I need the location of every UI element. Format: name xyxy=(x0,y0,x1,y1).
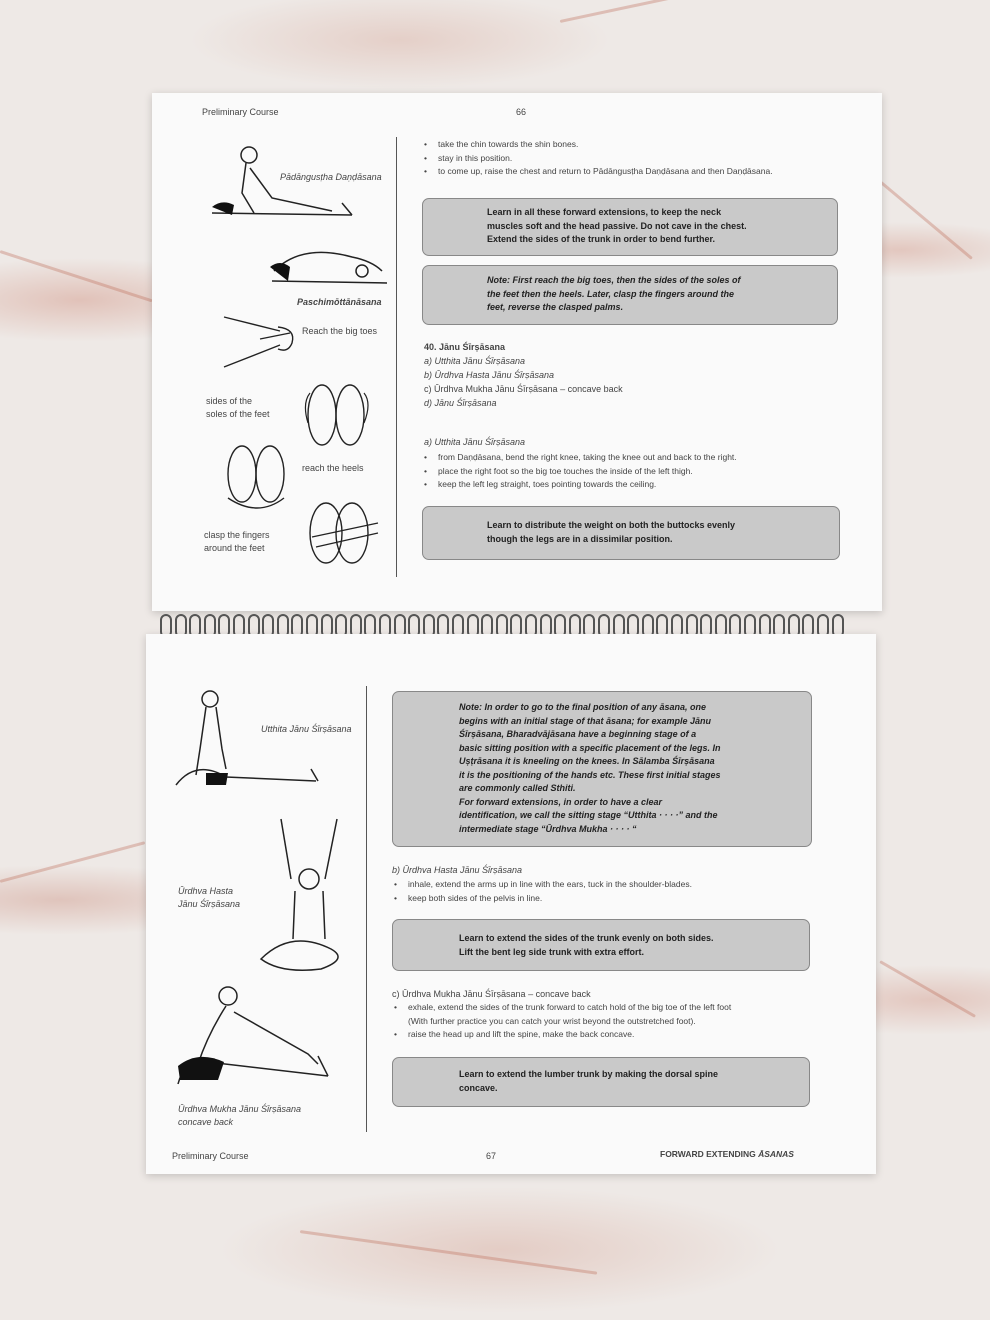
urdhva-mukha-figure xyxy=(168,984,358,1104)
clasp-fingers-figure xyxy=(302,493,382,579)
bullet-item: • take the chin towards the shin bones. xyxy=(422,138,862,152)
marble-vein xyxy=(0,841,145,883)
tip-box-sides-trunk xyxy=(392,919,810,971)
padangustha-dandasana-figure xyxy=(202,143,402,233)
note-box-text: Note: In order to go to the final position of any āsana, one begins with an initial stage of that āsana; for example Jānu Śīrṣāsana, Bharadvājāsana have a beginning stage of a basic sitting position with a specific placement of the legs. In Uṣṭrāsana it is kneeling on the knees. In Sālamba Śīrṣāsana it is the positioning of the hands etc. These first initial stages are commonly called Sthiti. For forward extensions, in order to have a clear identification, we call the sitting stage “Utthita · · · ·” and the intermediate stage “Ūrdhva Mukha · · · · “ xyxy=(459,702,721,834)
tip-box-weight xyxy=(422,506,840,560)
subsection-c-title: c) Ūrdhva Mukha Jānu Śīrṣāsana – concave back xyxy=(392,989,591,999)
paschimottanasana-figure xyxy=(262,241,392,289)
reach-big-toes-figure xyxy=(220,309,300,373)
header-course-title: Preliminary Course xyxy=(202,107,279,117)
bullet-item: • keep the left leg straight, toes pointing towards the ceiling. xyxy=(422,478,862,492)
soles-figure xyxy=(302,373,372,453)
reach-heels-figure xyxy=(218,438,298,518)
section-item: d) Jānu Śīrṣāsana xyxy=(424,398,497,408)
bullet-item: • raise the head up and lift the spine, make the back concave. xyxy=(392,1028,832,1042)
label-urdhva-mukha: Ūrdhva Mukha Jānu Śīrṣāsana concave back xyxy=(178,1104,302,1127)
footer-section-title-b: ĀSANAS xyxy=(758,1149,794,1159)
marble-vein xyxy=(560,0,756,23)
label-reach-heels: reach the heels xyxy=(302,463,364,473)
urdhva-hasta-figure xyxy=(251,809,361,979)
bullet-item: • stay in this position. xyxy=(422,152,862,166)
footer-section-title xyxy=(660,1148,794,1161)
tip-box-text: Learn to distribute the weight on both the buttocks evenly though the legs are in a dissimilar position. xyxy=(487,520,736,544)
marble-vein xyxy=(300,1230,597,1275)
column-divider xyxy=(366,686,367,1132)
subsection-a-bullets xyxy=(422,451,862,492)
utthita-janu-sirsasana-figure xyxy=(166,689,346,799)
bullet-item: • place the right foot so the big toe touches the inside of the left thigh. xyxy=(422,465,862,479)
bullet-item: • keep both sides of the pelvis in line. xyxy=(392,892,832,906)
section-item: b) Ūrdhva Hasta Jānu Śīrṣāsana xyxy=(424,370,555,380)
subsection-b-title: b) Ūrdhva Hasta Jānu Śīrṣāsana xyxy=(392,865,523,875)
bullet-item: • to come up, raise the chest and return to Pādāngusṭha Daṇḍāsana and then Daṇḍāsana. xyxy=(422,165,862,179)
tip-box-text: Learn to extend the sides of the trunk evenly on both sides. Lift the bent leg side trunk with extra effort. xyxy=(459,933,714,957)
bullet-item: • exhale, extend the sides of the trunk forward to catch hold of the big toe of the left foot (With further practice you can catch your wrist beyond the outstretched foot). xyxy=(392,1001,832,1028)
label-clasp-fingers: clasp the fingers around the feet xyxy=(204,530,270,553)
marble-vein xyxy=(0,250,153,302)
note-box-text: Note: First reach the big toes, then the sides of the soles of the feet then the heels. Later, clasp the fingers around the feet, reverse the clasped palms. xyxy=(487,275,741,312)
bottom-page xyxy=(146,634,876,1174)
section-item: c) Ūrdhva Mukha Jānu Śīrṣāsana – concave back xyxy=(424,384,623,394)
label-utthita: Utthita Jānu Śīrṣāsana xyxy=(261,724,352,734)
tip-box-text: Learn in all these forward extensions, to keep the neck muscles soft and the head passive. Do not cave in the chest. Extend the sides of the trunk in order to bend further. xyxy=(487,207,747,244)
footer-course-title: Preliminary Course xyxy=(172,1151,249,1161)
section-item: a) Utthita Jānu Śīrṣāsana xyxy=(424,356,526,366)
label-paschimottanasana: Paschimōttānāsana xyxy=(297,297,382,307)
bullet-item: • inhale, extend the arms up in line with the ears, tuck in the shoulder-blades. xyxy=(392,878,832,892)
bullet-item: • from Daṇḍāsana, bend the right knee, taking the knee out and back to the right. xyxy=(422,451,862,465)
marble-vein xyxy=(879,180,973,259)
marble-vein xyxy=(879,960,976,1018)
page-number: 67 xyxy=(486,1151,497,1161)
subsection-a-title: a) Utthita Jānu Śīrṣāsana xyxy=(424,437,526,447)
footer-section-title-a: FORWARD EXTENDING xyxy=(660,1149,759,1159)
top-page xyxy=(152,93,882,611)
label-sides-soles: sides of the soles of the feet xyxy=(206,396,270,419)
label-reach-big-toes: Reach the big toes xyxy=(302,326,378,336)
page-number: 66 xyxy=(516,107,527,117)
intro-bullet-list xyxy=(422,138,862,179)
note-box-toes xyxy=(422,265,838,325)
label-urdhva-hasta: Ūrdhva Hasta Jānu Śīrṣāsana xyxy=(178,886,241,909)
tip-box-lumber-trunk xyxy=(392,1057,810,1107)
tip-box-text: Learn to extend the lumber trunk by making the dorsal spine concave. xyxy=(459,1069,719,1093)
subsection-b-bullets xyxy=(392,878,832,905)
note-box-initial-stage xyxy=(392,691,812,847)
section-title: 40. Jānu Śīrṣāsana xyxy=(424,342,506,352)
tip-box-neck xyxy=(422,198,838,256)
label-padangustha: Pādāngusṭha Daṇḍāsana xyxy=(280,172,382,182)
subsection-c-bullets xyxy=(392,1001,832,1042)
